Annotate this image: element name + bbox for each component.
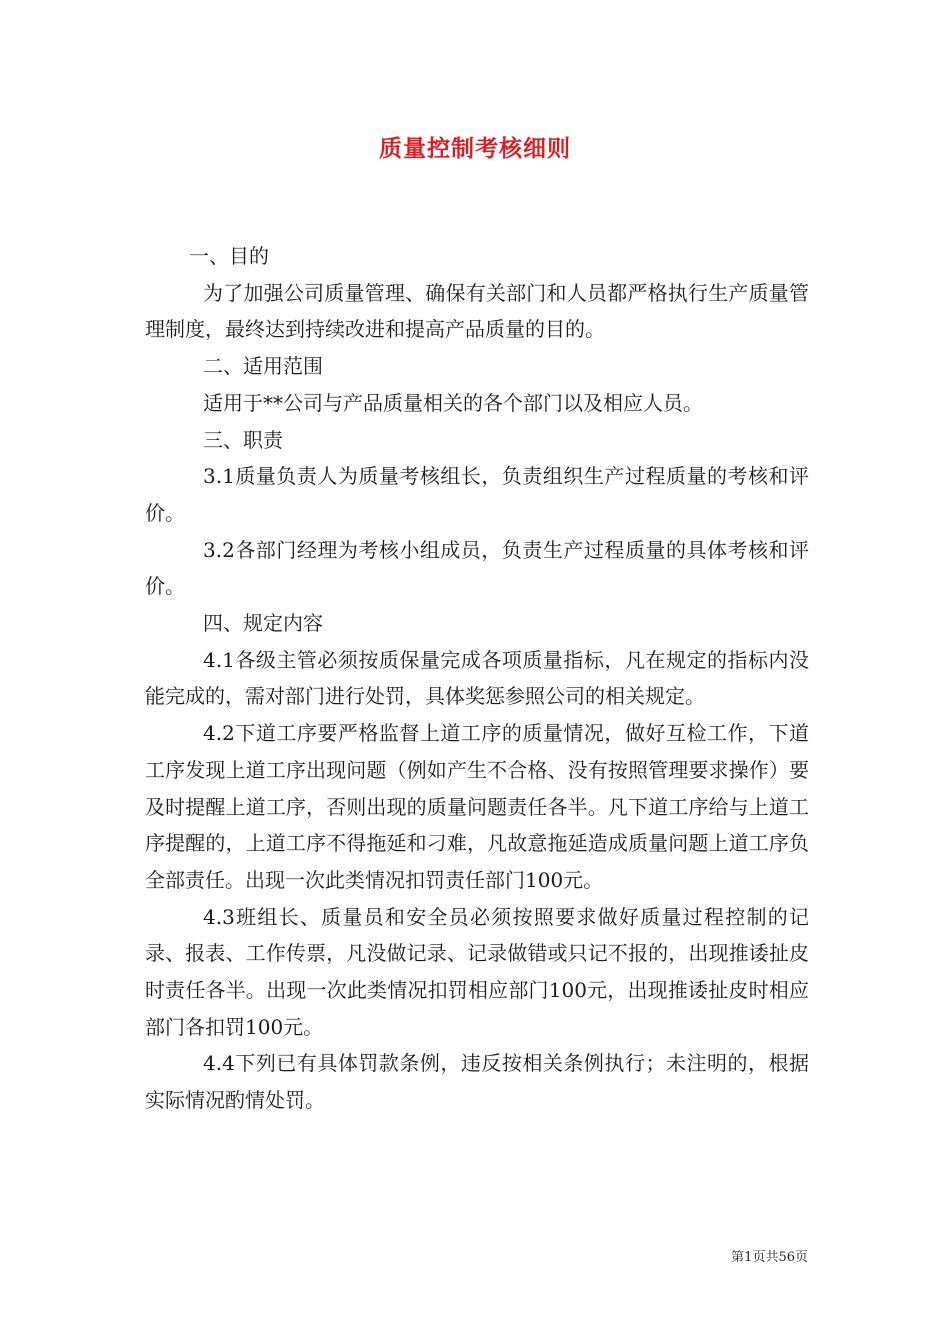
page-number: 第1页共56页 xyxy=(731,1250,808,1265)
paragraph-3-1: 3.1质量负责人为质量考核组长，负责组织生产过程质量的考核和评价。 xyxy=(145,464,809,525)
paragraph-scope: 适用于**公司与产品质量相关的各个部门以及相应人员。 xyxy=(203,390,703,415)
paragraph-3-2: 3.2各部门经理为考核小组成员，负责生产过程质量的具体考核和评价。 xyxy=(145,537,809,599)
paragraph-purpose: 为了加强公司质量管理、确保有关部门和人员都严格执行生产质量管理制度，最终达到持续改进和提高产品质量的目的。 xyxy=(145,280,809,342)
paragraph-4-2: 4.2下道工序要严格监督上道工序的质量情况，做好互检工作，下道工序发现上道工序出现问题（例如产生不合格、没有按照管理要求操作）要及时提醒上道工序，否则出现的质量问题责任各半。凡下道工序给与上道工序提醒的，上道工序不得拖延和刁难，凡故意拖延造成质量问题上道工序负全部责任。出现一次此类情况扣罚责任部门100元。 xyxy=(145,721,809,892)
document-body xyxy=(145,238,809,1119)
section-heading-purpose: 一、目的 xyxy=(189,244,269,268)
section-heading-provisions: 四、规定内容 xyxy=(203,611,323,636)
paragraph-4-3: 4.3班组长、质量员和安全员必须按照要求做好质量过程控制的记录、报表、工作传票，凡没做记录、记录做错或只记不报的，出现推诿扯皮时责任各半。出现一次此类情况扣罚相应部门100元，出现推诿扯皮时相应部门各扣罚100元。 xyxy=(145,904,809,1039)
section-heading-scope: 二、适用范围 xyxy=(203,354,323,379)
paragraph-4-1: 4.1各级主管必须按质保量完成各项质量指标，凡在规定的指标内没能完成的，需对部门进行处罚，具体奖惩参照公司的相关规定。 xyxy=(145,647,809,709)
paragraph-4-4: 4.4下列已有具体罚款条例，违反按相关条例执行；未注明的，根据实际情况酌情处罚。 xyxy=(145,1051,809,1113)
section-heading-duties: 三、职责 xyxy=(203,427,283,452)
document-title: 质量控制考核细则 xyxy=(379,135,571,162)
